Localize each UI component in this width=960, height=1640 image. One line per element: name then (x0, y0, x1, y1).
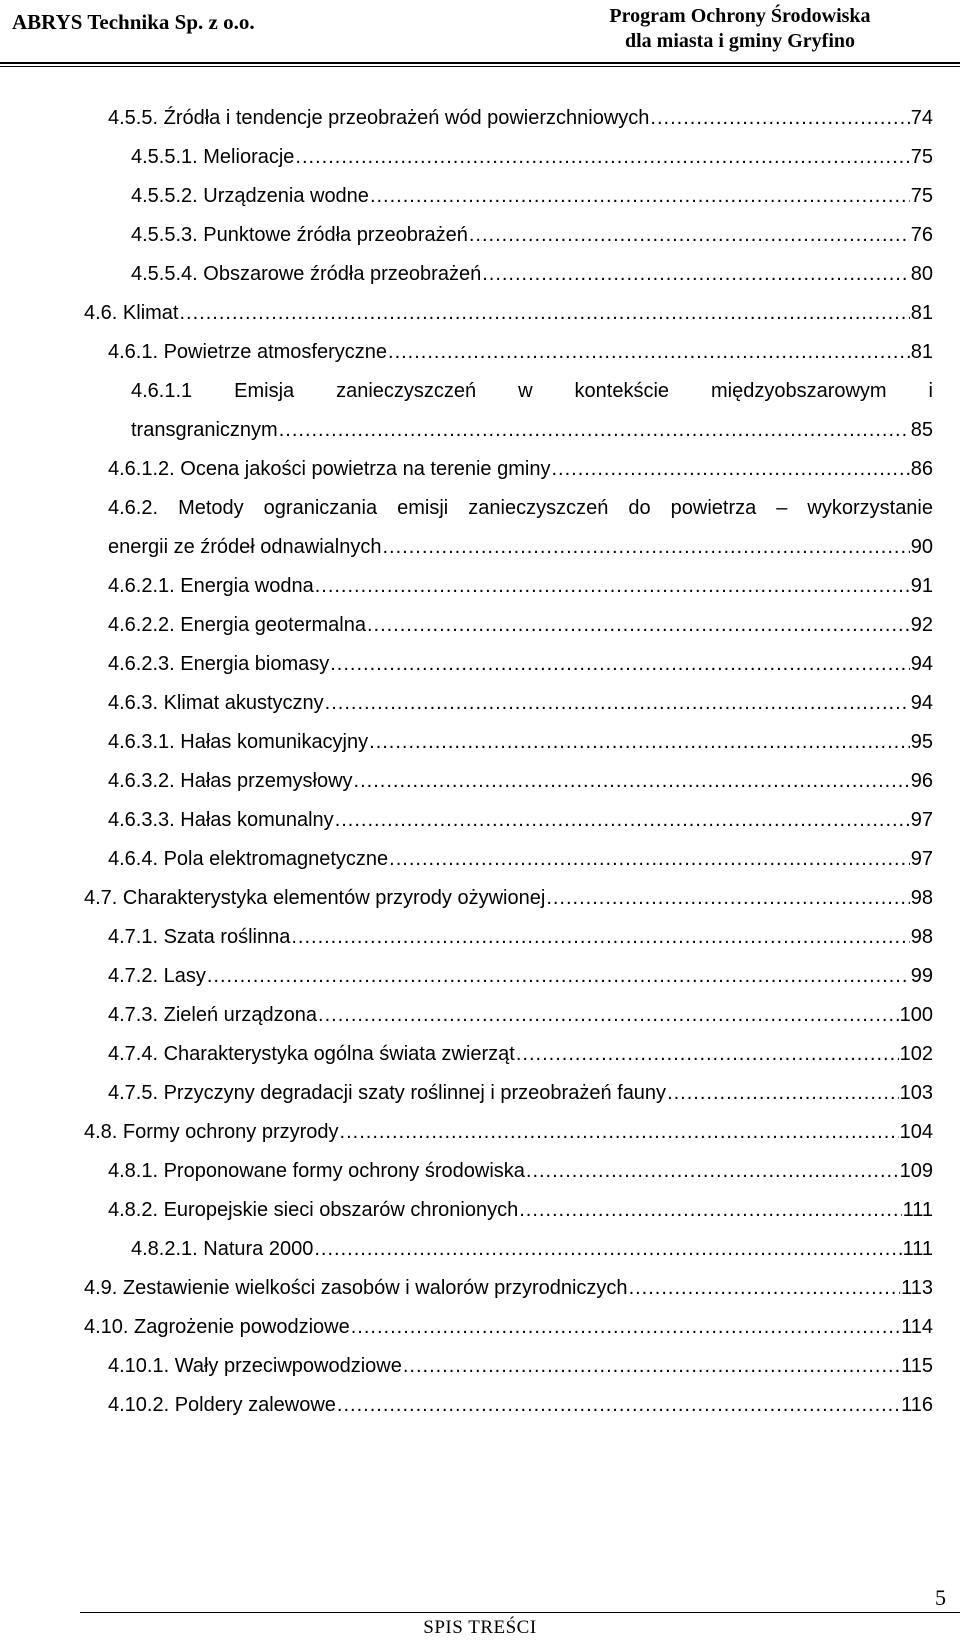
toc-dot-leader (279, 418, 910, 442)
toc-entry-page-number: 81 (910, 341, 933, 363)
toc-entry[interactable] (108, 106, 933, 130)
toc-entry[interactable] (108, 1081, 933, 1105)
toc-entry-title: 4.8.1. Proponowane formy ochrony środowiska (108, 1160, 525, 1182)
toc-dot-leader (318, 1003, 899, 1027)
toc-entry-page-number: 75 (910, 185, 933, 207)
toc-entry-page-number: 103 (899, 1082, 933, 1104)
toc-dot-leader (295, 145, 909, 169)
toc-dot-leader (526, 1159, 899, 1183)
toc-dot-leader (482, 262, 910, 286)
toc-entry-title: 4.6.3.2. Hałas przemysłowy (108, 770, 353, 792)
toc-entry-title: 4.6.2.3. Energia biomasy (108, 653, 330, 675)
toc-dot-leader (383, 535, 910, 559)
toc-entry[interactable] (108, 574, 933, 598)
toc-entry[interactable] (84, 1120, 933, 1144)
toc-entry-page-number: 95 (910, 731, 933, 753)
toc-entry-title-line1: 4.6.2. Metody ograniczania emisji zanieczyszczeń do powietrza – wykorzystanie (108, 497, 933, 519)
toc-entry[interactable] (131, 184, 933, 208)
program-title-line1: Program Ochrony Środowiska (609, 5, 871, 27)
toc-dot-leader (351, 1315, 900, 1339)
toc-entry-page-number: 74 (910, 107, 933, 129)
header-divider (0, 62, 960, 67)
toc-entry-title: 4.6.4. Pola elektromagnetyczne (108, 848, 389, 870)
toc-entry-title: 4.10. Zagrożenie powodziowe (84, 1316, 350, 1338)
toc-entry-page-number: 100 (899, 1004, 933, 1026)
toc-entry-title: 4.6.2.1. Energia wodna (108, 575, 314, 597)
toc-dot-leader (370, 184, 910, 208)
toc-dot-leader (389, 847, 910, 871)
toc-entry-page-number: 98 (910, 887, 933, 909)
toc-entry-title: 4.6.3. Klimat akustyczny (108, 692, 324, 714)
company-name: ABRYS Technika Sp. z o.o. (12, 10, 255, 34)
toc-entry-title: 4.8. Formy ochrony przyrody (84, 1121, 339, 1143)
toc-dot-leader (469, 223, 910, 247)
toc-entry-title: 4.6.3.3. Hałas komunalny (108, 809, 334, 831)
toc-entry-page-number: 90 (910, 536, 933, 558)
toc-entry[interactable] (108, 1354, 933, 1378)
toc-entry-title: 4.5.5.1. Melioracje (131, 146, 295, 168)
toc-entry[interactable] (108, 613, 933, 637)
toc-entry-title: 4.7.1. Szata roślinna (108, 926, 291, 948)
toc-entry-title: 4.8.2.1. Natura 2000 (131, 1238, 314, 1260)
toc-entry-page-number: 115 (901, 1355, 933, 1377)
toc-entry-page-number: 116 (901, 1394, 933, 1416)
toc-dot-leader (551, 457, 909, 481)
toc-entry[interactable] (108, 535, 933, 559)
toc-entry[interactable] (108, 769, 933, 793)
toc-entry[interactable] (131, 145, 933, 169)
toc-entry[interactable] (108, 1159, 933, 1183)
toc-entry-title: 4.7.3. Zieleń urządzona (108, 1004, 318, 1026)
toc-dot-leader (314, 1237, 901, 1261)
toc-entry-title: 4.7.2. Lasy (108, 965, 206, 987)
toc-dot-leader (369, 730, 910, 754)
toc-entry-page-number: 96 (910, 770, 933, 792)
toc-entry-title: 4.5.5. Źródła i tendencje przeobrażeń wód powierzchniowych (108, 107, 650, 129)
toc-dot-leader (207, 964, 910, 988)
toc-entry-title: energii ze źródeł odnawialnych (108, 536, 382, 558)
toc-entry[interactable] (108, 1198, 933, 1222)
toc-entry-page-number: 104 (899, 1121, 933, 1143)
toc-entry[interactable] (84, 1276, 933, 1300)
toc-entry-page-number: 92 (910, 614, 933, 636)
toc-dot-leader (367, 613, 910, 637)
footer-section-title: SPIS TREŚCI (423, 1617, 537, 1638)
toc-dot-leader (315, 574, 910, 598)
toc-dot-leader (403, 1354, 900, 1378)
toc-entry-page-number: 111 (902, 1238, 933, 1260)
toc-entry[interactable] (108, 964, 933, 988)
toc-dot-leader (291, 925, 909, 949)
toc-entry[interactable] (84, 301, 933, 325)
toc-entry[interactable] (108, 691, 933, 715)
toc-dot-leader (337, 1393, 900, 1417)
toc-dot-leader (354, 769, 910, 793)
toc-entry[interactable] (84, 1315, 933, 1339)
toc-dot-leader (516, 1042, 899, 1066)
toc-entry-title: 4.6.3.1. Hałas komunikacyjny (108, 731, 369, 753)
toc-entry[interactable] (131, 223, 933, 247)
toc-entry-page-number: 102 (899, 1043, 933, 1065)
footer-divider (80, 1612, 960, 1613)
toc-entry-title: 4.9. Zestawienie wielkości zasobów i walorów przyrodniczych (84, 1277, 628, 1299)
toc-dot-leader (650, 106, 909, 130)
toc-entry-title: 4.6.1. Powietrze atmosferyczne (108, 341, 388, 363)
toc-dot-leader (388, 340, 910, 364)
toc-dot-leader (629, 1276, 901, 1300)
toc-entry-title: 4.10.1. Wały przeciwpowodziowe (108, 1355, 402, 1377)
toc-entry-page-number: 113 (901, 1277, 933, 1299)
toc-dot-leader (325, 691, 910, 715)
program-title-line2: dla miasta i gminy Gryfino (624, 30, 855, 52)
toc-entry[interactable] (108, 1042, 933, 1066)
toc-entry-title: transgranicznym (131, 419, 278, 441)
toc-entry-page-number: 94 (910, 692, 933, 714)
toc-entry-page-number: 76 (910, 224, 933, 246)
toc-entry-title: 4.5.5.3. Punktowe źródła przeobrażeń (131, 224, 468, 246)
toc-entry-page-number: 109 (899, 1160, 933, 1182)
toc-entry-title: 4.6.2.2. Energia geotermalna (108, 614, 366, 636)
toc-entry-title: 4.10.2. Poldery zalewowe (108, 1394, 336, 1416)
toc-entry-page-number: 80 (910, 263, 933, 285)
toc-entry-page-number: 75 (910, 146, 933, 168)
toc-entry[interactable] (131, 1237, 933, 1261)
toc-entry-page-number: 94 (910, 653, 933, 675)
toc-entry[interactable] (108, 730, 933, 754)
toc-entry[interactable] (108, 457, 933, 481)
toc-dot-leader (340, 1120, 899, 1144)
toc-entry[interactable] (108, 340, 933, 364)
toc-entry-title: 4.5.5.4. Obszarowe źródła przeobrażeń (131, 263, 482, 285)
toc-entry[interactable] (108, 1393, 933, 1417)
toc-dot-leader (179, 301, 909, 325)
toc-entry-page-number: 98 (910, 926, 933, 948)
toc-entry[interactable] (131, 262, 933, 286)
program-title (520, 4, 960, 54)
toc-entry-page-number: 97 (910, 809, 933, 831)
toc-entry-page-number: 97 (910, 848, 933, 870)
toc-entry-page-number: 85 (910, 419, 933, 441)
toc-entry[interactable] (84, 886, 933, 910)
toc-entry-title: 4.6. Klimat (84, 302, 179, 324)
toc-entry-title: 4.7.5. Przyczyny degradacji szaty roślinnej i przeobrażeń fauny (108, 1082, 667, 1104)
toc-entry-title: 4.7.4. Charakterystyka ogólna świata zwierząt (108, 1043, 515, 1065)
toc-entry-page-number: 81 (910, 302, 933, 324)
toc-dot-leader (335, 808, 910, 832)
toc-entry[interactable] (108, 652, 933, 676)
toc-entry[interactable] (108, 847, 933, 871)
toc-dot-leader (519, 1198, 901, 1222)
toc-entry-page-number: 99 (910, 965, 933, 987)
page-header (0, 0, 960, 72)
toc-entry[interactable] (108, 1003, 933, 1027)
toc-entry-page-number: 86 (910, 458, 933, 480)
toc-entry-page-number: 114 (901, 1316, 933, 1338)
toc-dot-leader (546, 886, 909, 910)
page-number: 5 (935, 1585, 946, 1610)
toc-entry-page-number: 91 (910, 575, 933, 597)
toc-entry[interactable] (108, 808, 933, 832)
toc-entry-title: 4.7. Charakterystyka elementów przyrody ożywionej (84, 887, 546, 909)
toc-entry-title: 4.5.5.2. Urządzenia wodne (131, 185, 369, 207)
toc-entry[interactable] (131, 418, 933, 442)
toc-entry-title: 4.6.1.2. Ocena jakości powietrza na terenie gminy (108, 458, 551, 480)
toc-entry-title-line1: 4.6.1.1 Emisja zanieczyszczeń w kontekście międzyobszarowym i (131, 380, 933, 402)
toc-entry[interactable] (108, 925, 933, 949)
toc-dot-leader (330, 652, 910, 676)
toc-dot-leader (667, 1081, 899, 1105)
toc-entry-page-number: 111 (902, 1199, 933, 1221)
toc-entry-title: 4.8.2. Europejskie sieci obszarów chronionych (108, 1199, 519, 1221)
